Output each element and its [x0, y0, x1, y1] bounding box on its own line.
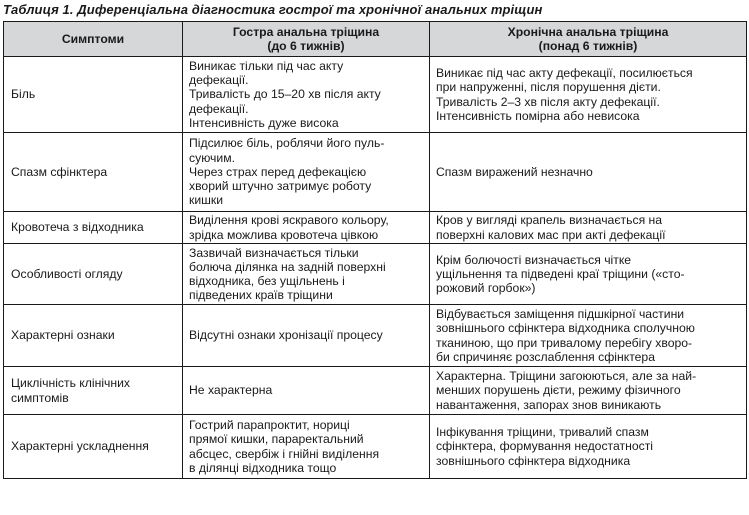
symptom-cell: Спазм сфінктера [4, 133, 183, 212]
table-row [4, 367, 747, 415]
acute-cell-line: зрідка можлива кровотеча цівкою [189, 227, 379, 242]
chronic-cell-line: рожовий горбок») [436, 281, 536, 296]
table-caption: Таблиця 1. Диференціальна діагностика гострої та хронічної анальних тріщин [3, 2, 543, 17]
chronic-cell-line: Спазм виражений незначно [436, 164, 593, 179]
acute-cell [183, 212, 430, 244]
acute-cell-line: Відсутні ознаки хронізації процесу [189, 328, 383, 343]
acute-cell-line: Через страх перед дефекацією [189, 164, 367, 179]
chronic-cell [430, 244, 747, 305]
acute-cell [183, 57, 430, 133]
chronic-cell-line: менших порушень дієти, режиму фізичного [436, 383, 681, 398]
acute-cell-line: Тривалість до 15–20 хв після акту [189, 87, 381, 102]
chronic-cell [430, 212, 747, 244]
chronic-cell [430, 415, 747, 479]
chronic-cell-line: Інтенсивність помірна або невисока [436, 108, 640, 123]
chronic-cell-line: при напруженні, після порушення дієти. [436, 80, 661, 95]
header-acute [183, 22, 430, 57]
acute-cell [183, 244, 430, 305]
header-acute-duration: (до 6 тижнів) [267, 39, 345, 53]
chronic-cell [430, 305, 747, 367]
chronic-cell [430, 133, 747, 212]
acute-cell-line: дефекації. [189, 101, 249, 116]
chronic-cell [430, 367, 747, 415]
symptom-cell: Характерні ознаки [4, 305, 183, 367]
chronic-cell-line: поверхні калових мас при акті дефекації [436, 227, 666, 242]
acute-cell-line: Інтенсивність дуже висока [189, 115, 339, 130]
chronic-cell-line: Виникає під час акту дефекації, посилюється [436, 66, 693, 81]
header-chronic-duration: (понад 6 тижнів) [538, 39, 638, 53]
acute-cell-line: Виникає тільки під час акту [189, 58, 344, 73]
header-chronic [430, 22, 747, 57]
chronic-cell-line: ущільнення та підведені краї тріщини («сто- [436, 266, 685, 281]
chronic-cell-line: зовнішнього сфінктера відходника [436, 453, 631, 468]
chronic-cell-line: сфінктера, формування недостатності [436, 439, 653, 454]
table-row [4, 133, 747, 212]
symptom-cell-line: симптомів [11, 390, 69, 405]
table-row [4, 415, 747, 479]
acute-cell [183, 415, 430, 479]
table-header-row [4, 22, 747, 57]
acute-cell-line: кишки [189, 193, 224, 208]
table-row [4, 212, 747, 244]
symptom-cell: Характерні ускладнення [4, 415, 183, 479]
chronic-cell-line: Відбувається заміщення підшкірної частини [436, 307, 685, 322]
header-symptoms: Симптоми [4, 22, 183, 57]
symptom-cell-line: Циклічність клінічних [11, 376, 131, 391]
acute-cell-line: Зазвичай визначається тільки [189, 245, 359, 260]
chronic-cell-line: Тривалість 2–3 хв після акту дефекації. [436, 94, 660, 109]
chronic-cell-line: би спричиняє розслаблення сфінктера [436, 349, 655, 364]
acute-cell-line: абсцес, свербіж і гнійні виділення [189, 446, 380, 461]
acute-cell-line: в ділянці відходника тощо [189, 460, 337, 475]
acute-cell-line: підведених країв тріщини [189, 288, 333, 303]
acute-cell-line: хворий штучно затримує роботу [189, 179, 372, 194]
header-chronic-title: Хронічна анальна тріщина [507, 25, 669, 39]
symptom-cell: Кровотеча з відходника [4, 212, 183, 244]
acute-cell [183, 305, 430, 367]
chronic-cell-line: зовнішнього сфінктера відходника сполучною [436, 321, 695, 336]
acute-cell-line: дефекації. [189, 73, 249, 88]
acute-cell-line: Не характерна [189, 383, 273, 398]
differential-diagnosis-table [3, 21, 747, 479]
acute-cell-line: Підсилює біль, роблячи його пуль- [189, 136, 385, 151]
table-row [4, 57, 747, 133]
symptom-cell: Біль [4, 57, 183, 133]
chronic-cell-line: Інфікування тріщини, тривалий спазм [436, 425, 649, 440]
chronic-cell-line: Характерна. Тріщини загоюються, але за най- [436, 369, 697, 384]
chronic-cell-line: тканиною, що при тривалому перебігу хворо- [436, 335, 693, 350]
acute-cell-line: прямої кишки, параректальний [189, 432, 364, 447]
acute-cell-line: Виділення крові яскравого кольору, [189, 213, 389, 228]
acute-cell-line: відходника, без ущільнень і [189, 274, 345, 288]
chronic-cell [430, 57, 747, 133]
table-row [4, 305, 747, 367]
table-row [4, 244, 747, 305]
chronic-cell-line: навантаження, запорах знов виникають [436, 397, 662, 412]
header-acute-title: Гостра анальна тріщина [232, 25, 380, 39]
acute-cell-line: суючим. [189, 150, 235, 165]
acute-cell [183, 133, 430, 212]
acute-cell-line: болюча ділянка на задній поверхні [189, 259, 386, 274]
acute-cell-line: Гострий парапроктит, нориці [189, 418, 350, 433]
symptom-cell: Особливості огляду [4, 244, 183, 305]
acute-cell [183, 367, 430, 415]
chronic-cell-line: Кров у вигляді крапель визначається на [436, 213, 663, 228]
symptom-cell [4, 367, 183, 415]
chronic-cell-line: Крім болючості визначається чітке [436, 252, 632, 267]
